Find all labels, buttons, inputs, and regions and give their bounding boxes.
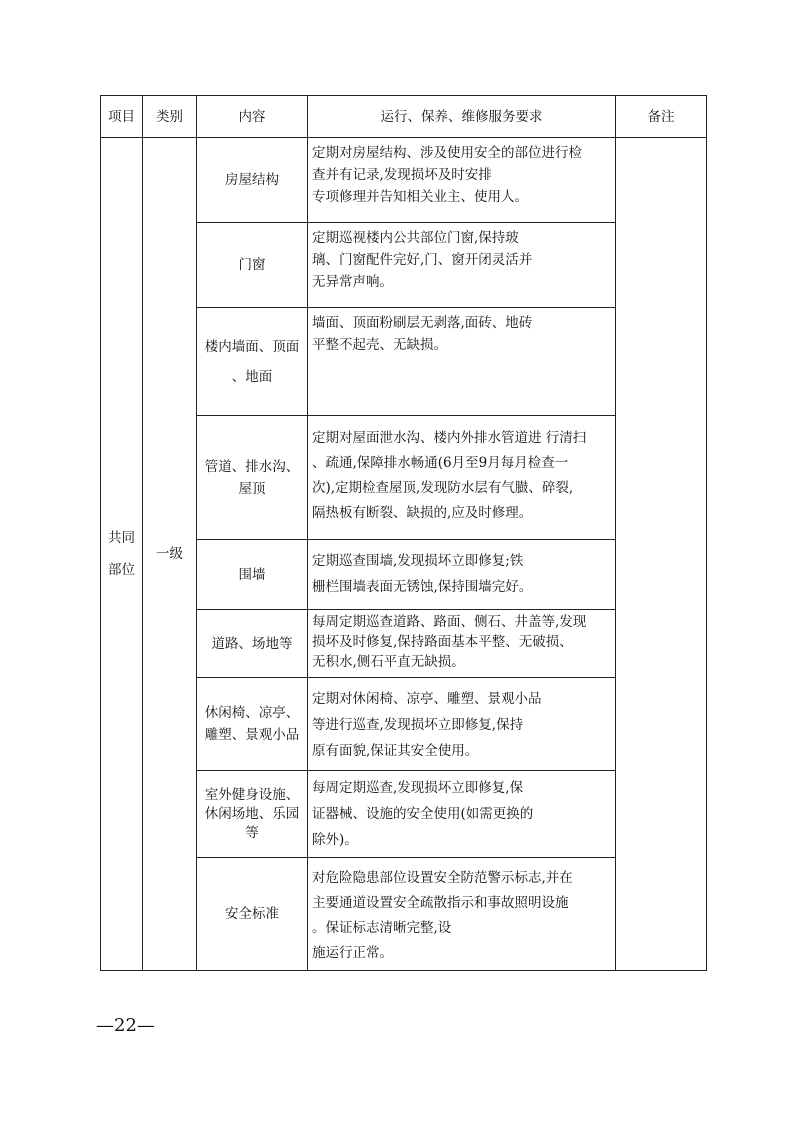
item-cell: 门窗 [197, 223, 308, 308]
requirement-cell [308, 540, 616, 610]
project-cell [101, 138, 143, 971]
req-line: 定期对休闲椅、凉亭、雕塑、景观小品 [312, 691, 542, 707]
req-line: 次),定期检查屋顶,发现防水层有气臌、碎裂, [312, 480, 574, 496]
header-note: 备注 [616, 96, 707, 138]
item-line: 室外健身设施、 [204, 786, 300, 803]
req-line: 证器械、设施的安全使用(如需更换的 [312, 806, 534, 822]
header-row [101, 96, 707, 138]
req-line: 每周定期巡查道路、路面、侧石、井盖等,发现 [312, 614, 587, 630]
item-line: 楼内墙面、顶面 [204, 338, 300, 355]
req-line: 等进行巡查,发现损坏立即修复,保持 [312, 717, 524, 733]
req-line: 原有面貌,保证其安全使用。 [312, 743, 479, 759]
category-cell: 一级 [143, 138, 197, 971]
req-line: 隔热板有断裂、缺损的,应及时修理。 [312, 505, 533, 521]
project-label-line: 共同 [108, 530, 135, 546]
maintenance-table [100, 95, 707, 971]
req-line: 。保证标志清晰完整,设 [312, 920, 452, 936]
requirement-cell [308, 223, 616, 308]
header-project: 项目 [101, 96, 143, 138]
item-line: 、地面 [231, 368, 273, 385]
req-line: 每周定期巡查,发现损坏立即修复,保 [312, 780, 524, 796]
header-content: 内容 [197, 96, 308, 138]
requirement-cell [308, 858, 616, 971]
req-line: 无异常声响。 [312, 274, 393, 290]
item-line: 雕塑、景观小品 [204, 727, 300, 743]
req-line: 定期巡视楼内公共部位门窗,保持玻 [312, 230, 519, 246]
req-line: 平整不起壳、无缺损。 [312, 337, 447, 353]
requirement-cell [308, 308, 616, 416]
requirement-cell [308, 610, 616, 678]
item-cell [197, 416, 308, 540]
item-line: 管道、排水沟、 [204, 458, 300, 475]
requirement-cell [308, 771, 616, 858]
item-cell: 安全标准 [197, 858, 308, 971]
req-line: 无积水,侧石平直无缺损。 [312, 654, 465, 670]
requirement-cell [308, 416, 616, 540]
req-line: 施运行正常。 [312, 945, 393, 961]
project-label-line: 部位 [108, 562, 135, 578]
req-line: 定期对屋面泄水沟、楼内外排水管道进 行清扫 [312, 430, 587, 446]
req-line: 定期对房屋结构、涉及使用安全的部位进行检 [312, 145, 582, 161]
req-line: 定期巡查围墙,发现损坏立即修复;铁 [312, 553, 524, 569]
req-line: 栅栏围墙表面无锈蚀,保持围墙完好。 [312, 579, 533, 595]
req-line: 对危险隐患部位设置安全防范警示标志,并在 [312, 870, 573, 886]
page-number: —22— [96, 1015, 155, 1036]
header-requirement: 运行、保养、维修服务要求 [308, 96, 616, 138]
item-cell: 房屋结构 [197, 138, 308, 223]
req-line: 、疏通,保障排水畅通(6月至9月每月检查一 [312, 455, 569, 471]
requirement-cell [308, 138, 616, 223]
req-line: 主要通道设置安全疏散指示和事故照明设施 [312, 895, 569, 911]
req-line: 璃、门窗配件完好,门、窗开闭灵活并 [312, 252, 533, 268]
req-line: 查并有记录,发现损坏及时安排 [312, 167, 492, 183]
req-line: 专项修理并告知相关业主、使用人。 [312, 189, 528, 205]
item-cell [197, 308, 308, 416]
item-cell: 围墙 [197, 540, 308, 610]
table-row [101, 138, 707, 223]
item-line: 等 [245, 824, 259, 841]
item-cell [197, 678, 308, 771]
note-cell [616, 138, 707, 971]
requirement-cell [308, 678, 616, 771]
item-line: 休闲场地、乐园 [204, 805, 300, 822]
req-line: 损坏及时修复,保持路面基本平整、无破损、 [312, 634, 573, 650]
req-line: 除外)。 [312, 832, 358, 848]
item-line: 屋顶 [238, 480, 266, 497]
header-category: 类别 [143, 96, 197, 138]
item-cell [197, 771, 308, 858]
item-cell: 道路、场地等 [197, 610, 308, 678]
req-line: 墙面、顶面粉刷层无剥落,面砖、地砖 [312, 315, 533, 331]
item-line: 休闲椅、凉亭、 [204, 705, 300, 721]
